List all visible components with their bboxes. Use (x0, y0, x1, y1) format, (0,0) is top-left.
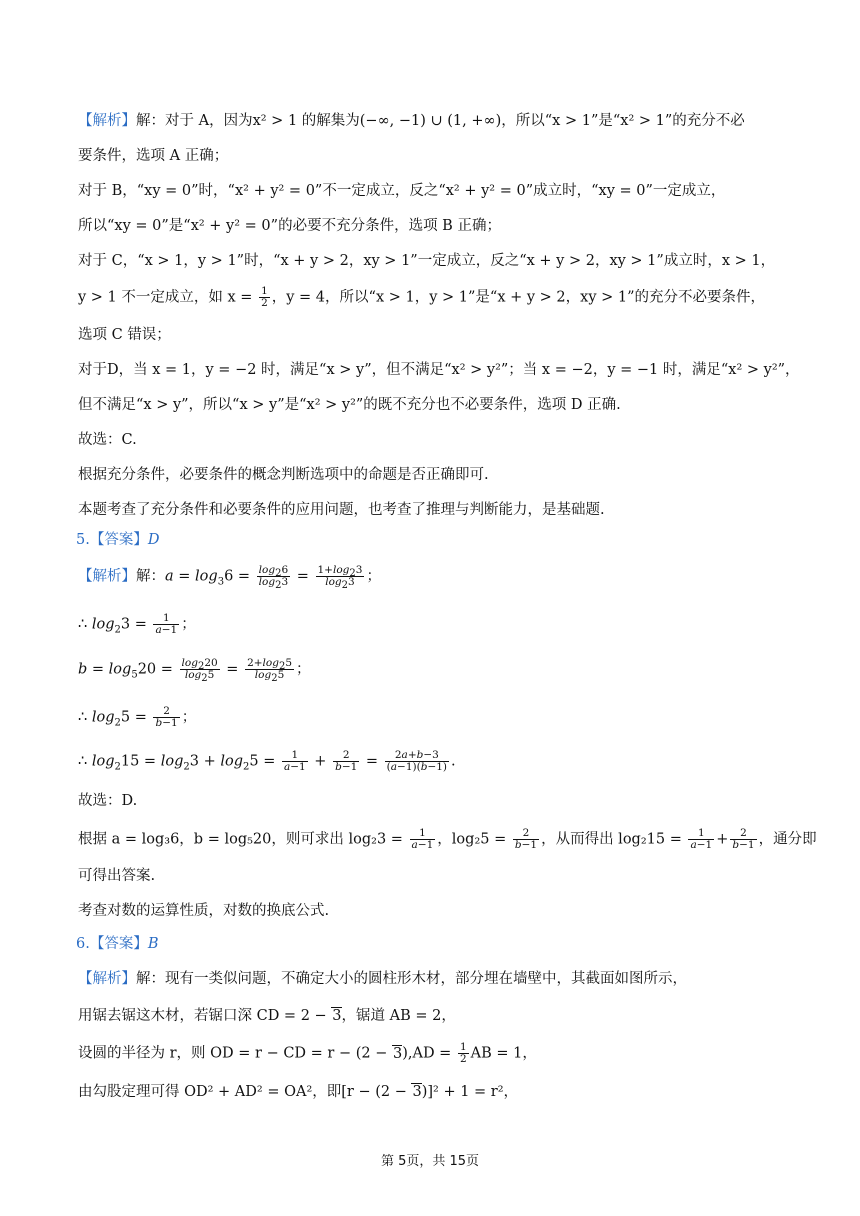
q5-answer-line (76, 530, 788, 550)
q5-line-4: ∴ $\log_25$ = $\frac{2}{b-1}$ ； (78, 705, 197, 729)
q4-line-12: 本题考查了充分条件和必要条件的应用问题，也考查了推理与判断能力，是基础题. (78, 502, 605, 518)
q5-text-7c: ，从而得出 log₂15 = (541, 831, 687, 848)
q4-line-3: 对于 B，“xy = 0”时，“x² + y² = 0”不一定成立，反之“x² + y² = 0”成立时，“xy = 0”一定成立， (78, 183, 726, 199)
q4-line-9: 但不满足“x > y”，所以“x > y”是“x² > y²”的既不充分也不必要条件，选项 D 正确. (78, 397, 621, 413)
q4-text-6a: y > 1 不一定成立，如 x = (78, 289, 258, 306)
q6-text-4a: 由勾股定理可得 OD² + AD² = OA²，即[r − (2 − (78, 1084, 412, 1100)
q5-line-2: ∴ $\log_23$ = $\frac{1}{a-1}$ ； (78, 612, 196, 636)
q4-line-7: 选项 C 错误； (78, 327, 171, 343)
q4-line-11: 根据充分条件，必要条件的概念判断选项中的命题是否正确即可. (78, 467, 489, 483)
q5-line-5: ∴ $\log_215 = \log_23 + \log_25$ = $\frac{1}{a-1}$ + $\frac{2}{b-1}$ = $\frac{2a+b-3}{(a-1)(b-1)}$ . (78, 749, 456, 773)
q6-line-4: 由勾股定理可得 OD² + AD² = OA²，即[r − (2 − 3)]² + 1 = r²， (78, 1084, 519, 1100)
q5-number: 5. (76, 532, 90, 548)
q4-line-4: 所以“xy = 0”是“x² + y² = 0”的必要不充分条件，选项 B 正确； (78, 218, 501, 234)
q6-text-1: 解：现有一类似问题，不确定大小的圆柱形木材，部分埋在墙壁中，其截面如图所示， (136, 971, 687, 987)
q5-line-8: 可得出答案. (78, 868, 156, 884)
q4-line-8: 对于D，当 x = 1，y = −2 时，满足“x > y”，但不满足“x² > y²”；当 x = −2，y = −1 时，满足“x² > y²”， (78, 362, 800, 378)
q5-line-7: 根据 a = log₃6，b = log₅20，则可求出 log₂3 = $\frac{1}{a-1}$ ，log₂5 = $\frac{2}{b-1}$ ，从而得出 log₂15 = $\frac{1}{a-1}$ + $\frac{2}{b-1}$ ，通分即 (78, 827, 817, 851)
answer-tag: 【答案】 (89, 936, 148, 952)
page-footer: 第 5页，共 15页 (380, 1154, 480, 1169)
q6-line-2: 用锯去锯这木材，若锯口深 CD = 2 − 3，锯道 AB = 2， (78, 1008, 456, 1024)
q6-text-2a: 用锯去锯这木材，若锯口深 CD = 2 − (78, 1008, 332, 1024)
answer-tag: 【答案】 (89, 532, 148, 548)
q6-text-3b: ),AD = (402, 1045, 456, 1062)
q6-text-3a: 设圆的半径为 r，则 OD = r − CD = r − (2 − (78, 1045, 392, 1062)
q4-line-1 (78, 111, 790, 131)
q4-text-6b: ，y = 4，所以“x > 1，y > 1”是“x + y > 2，xy > 1”的充分不必要条件， (271, 289, 766, 306)
q6-text-4b: )]² + 1 = r²， (421, 1084, 519, 1100)
q4-text-1: 解：对于 A，因为x² > 1 的解集为(−∞, −1) ∪ (1, +∞)，所以“x > 1”是“x² > 1”的充分不必 (136, 113, 745, 129)
q6-line-3: 设圆的半径为 r，则 OD = r − CD = r − (2 − 3),AD = $\frac{1}{2}$ AB = 1， (78, 1041, 537, 1065)
q5-text-7d: ，通分即 (758, 831, 817, 848)
q6-answer-line (76, 934, 788, 954)
analysis-tag: 【解析】 (78, 971, 136, 987)
fraction-one-half: $\frac{1}{2}$ (261, 285, 268, 309)
q6-text-2b: ，锯道 AB = 2， (341, 1008, 456, 1024)
q5-answer: D (147, 532, 160, 548)
q4-line-10: 故选：C. (78, 432, 137, 448)
q4-line-5: 对于 C，“x > 1，y > 1”时，“x + y > 2，xy > 1”一定成立，反之“x + y > 2，xy > 1”成立时，x > 1， (78, 253, 776, 269)
q5-line-1: 【解析】解：$a = \log_36$ = $\frac{\log_26}{\log_23}$ = $\frac{1+\log_23}{\log_23}$ ； (78, 564, 381, 592)
q6-number: 6. (76, 936, 90, 952)
q4-line-2: 要条件，选项 A 正确； (78, 148, 229, 164)
q5-line-3: $b = \log_520$ = $\frac{\log_220}{\log_25}$ = $\frac{2+\log_25}{\log_25}$ ； (78, 657, 311, 685)
q5-line-9: 考查对数的运算性质，对数的换底公式. (78, 903, 330, 919)
analysis-tag: 【解析】 (78, 113, 136, 129)
q6-text-3c: AB = 1， (470, 1045, 537, 1062)
q5-text-7a: 根据 a = log₃6，b = log₅20，则可求出 log₂3 = (78, 831, 408, 848)
q5-line-6: 故选：D. (78, 793, 138, 809)
q6-line-1 (78, 969, 790, 989)
q4-line-6 (78, 286, 790, 309)
q6-answer: B (147, 936, 159, 952)
analysis-tag: 【解析】 (78, 568, 136, 585)
q5-text-7b: ，log₂5 = (437, 831, 511, 848)
